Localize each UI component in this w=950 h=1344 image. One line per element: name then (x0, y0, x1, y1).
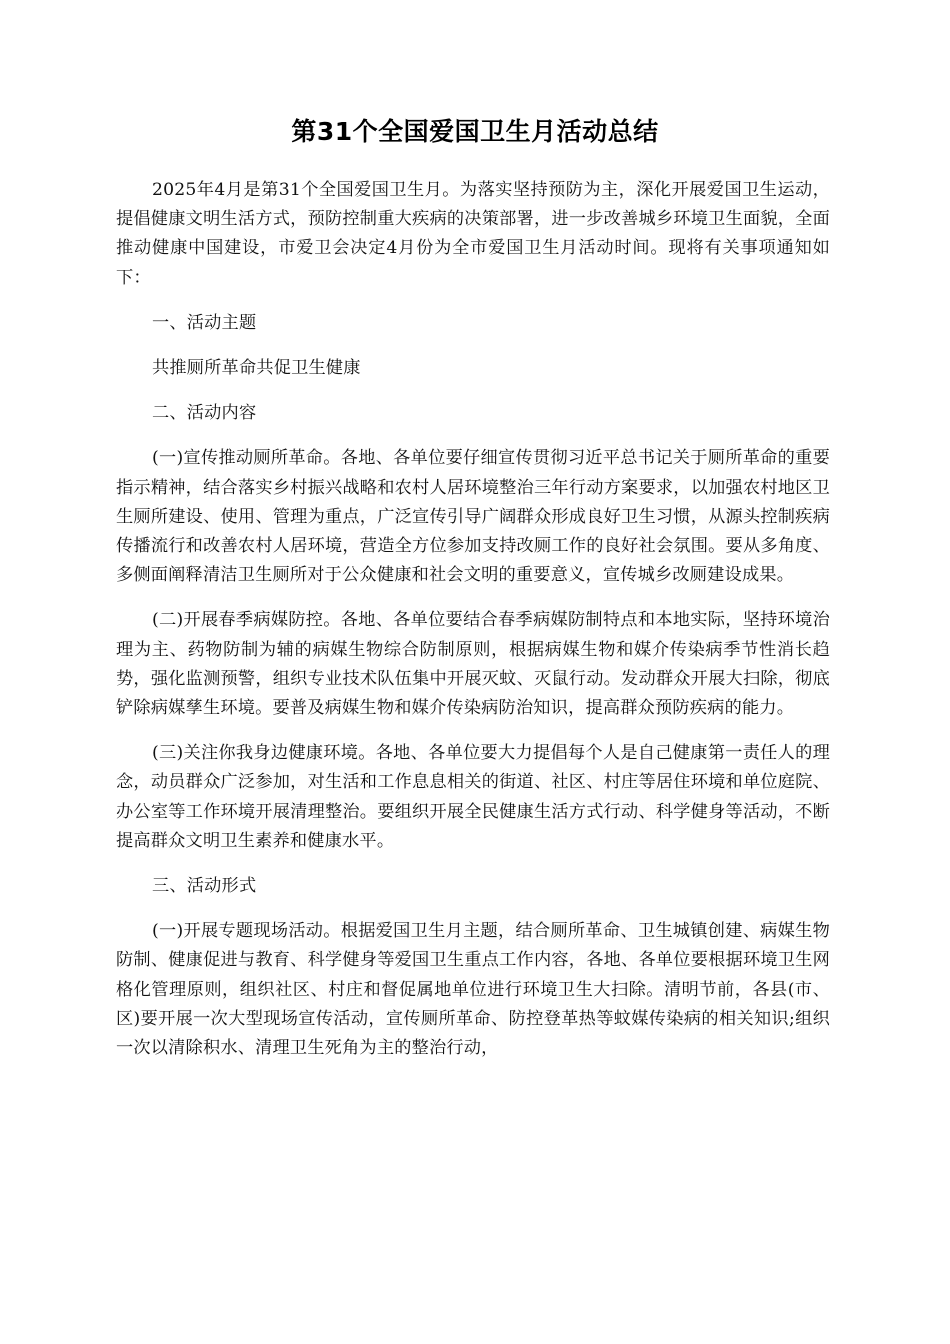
content-item-2-paragraph: (二)开展春季病媒防控。各地、各单位要结合春季病媒防制特点和本地实际，坚持环境治理为主、药物防制为辅的病媒生物综合防制原则，根据病媒生物和媒介传染病季节性消长趋势，强化监测预警，组织专业技术队伍集中开展灭蚊、灭鼠行动。发动群众开展大扫除，彻底铲除病媒孳生环境。要普及病媒生物和媒介传染病防治知识，提高群众预防疾病的能力。 (116, 610, 830, 719)
theme-paragraph: 共推厕所革命共促卫生健康 (152, 358, 361, 379)
section-heading-content: 二、活动内容 (152, 403, 257, 424)
section-heading-format: 三、活动形式 (152, 876, 257, 897)
section-heading-theme: 一、活动主题 (152, 312, 257, 333)
content-item-3-paragraph: (三)关注你我身边健康环境。各地、各单位要大力提倡每个人是自己健康第一责任人的理念，动员群众广泛参加，对生活和工作息息相关的街道、社区、村庄等居住环境和单位庭院、办公室等工作环境开展清理整治。要组织开展全民健康生活方式行动、科学健身等活动，不断提高群众文明卫生素养和健康水平。 (116, 743, 830, 851)
format-item-1-paragraph: (一)开展专题现场活动。根据爱国卫生月主题，结合厕所革命、卫生城镇创建、病媒生物防制、健康促进与教育、科学健身等爱国卫生重点工作内容，各地、各单位要根据环境卫生网格化管理原则，组织社区、村庄和督促属地单位进行环境卫生大扫除。清明节前，各县(市、区)要开展一次大型现场宣传活动，宣传厕所革命、防控登革热等蚊媒传染病的相关知识;组织一次以清除积水、清理卫生死角为主的整治行动， (116, 921, 830, 1059)
intro-paragraph: 2025年4月是第31个全国爱国卫生月。为落实坚持预防为主，深化开展爱国卫生运动，提倡健康文明生活方式，预防控制重大疾病的决策部署，进一步改善城乡环境卫生面貌，全面推动健康中国建设，市爱卫会决定4月份为全市爱国卫生月活动时间。现将有关事项通知如下： (116, 180, 830, 288)
content-item-1-paragraph: (一)宣传推动厕所革命。各地、各单位要仔细宣传贯彻习近平总书记关于厕所革命的重要指示精神，结合落实乡村振兴战略和农村人居环境整治三年行动方案要求，以加强农村地区卫生厕所建设、使用、管理为重点，广泛宣传引导广阔群众形成良好卫生习惯，从源头控制疾病传播流行和改善农村人居环境，营造全方位参加支持改厕工作的良好社会氛围。要从多角度、多侧面阐释清洁卫生厕所对于公众健康和社会文明的重要意义，宣传城乡改厕建设成果。 (116, 448, 830, 586)
document-body (116, 176, 830, 1063)
document-title: 第31个全国爱国卫生月活动总结 (291, 117, 659, 146)
